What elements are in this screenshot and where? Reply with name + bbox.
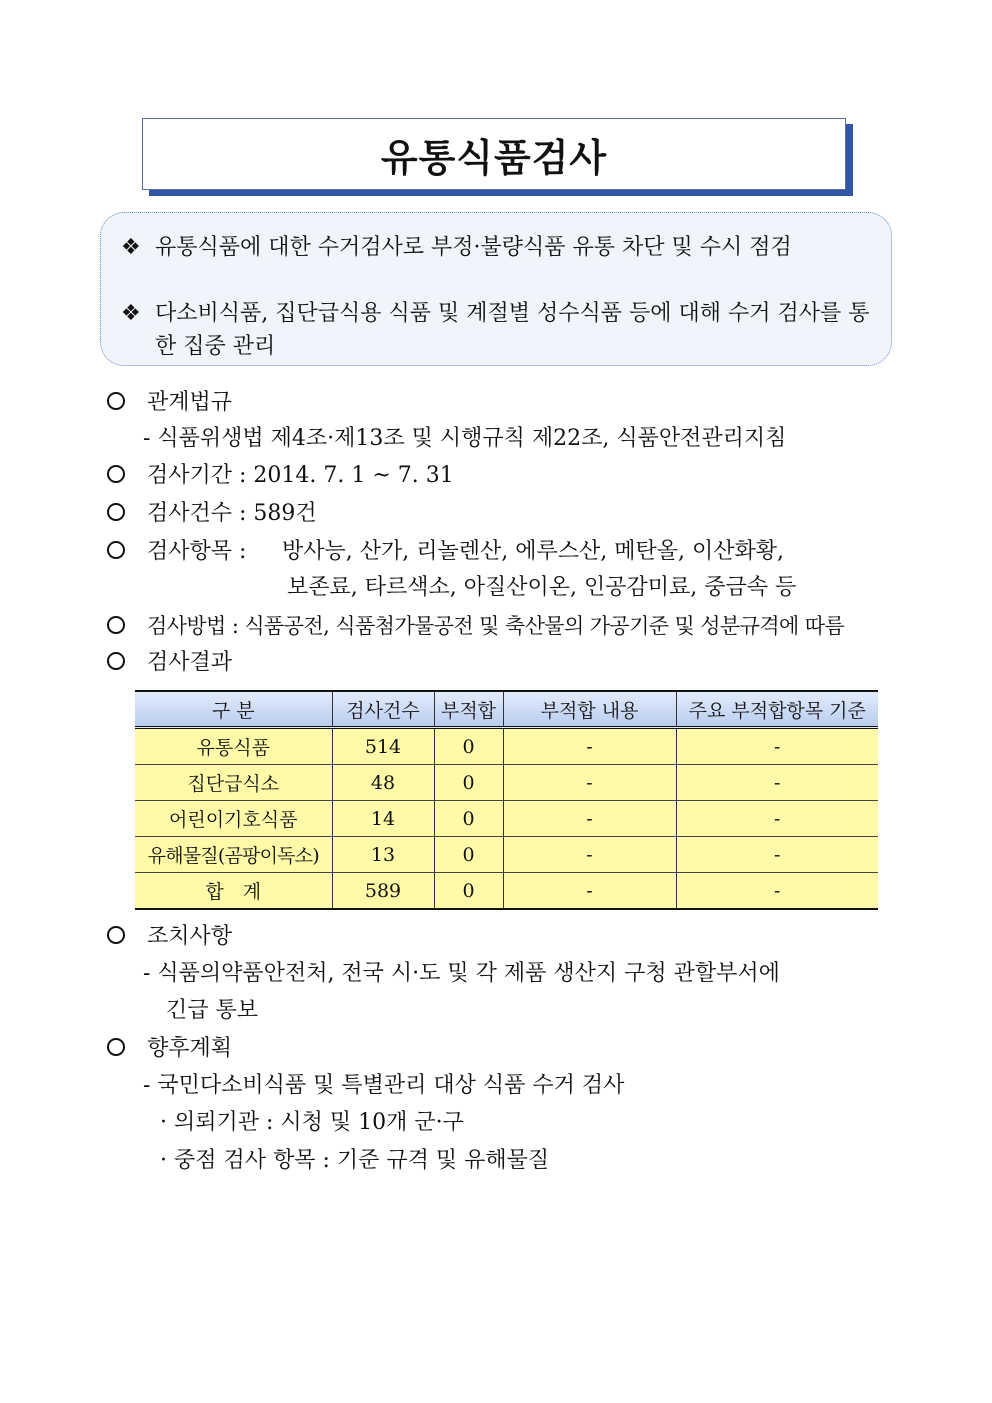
diamond-bullet-icon: ❖	[121, 301, 141, 326]
cell-nonconform: 0	[434, 728, 503, 765]
table-row	[135, 837, 878, 873]
cell-nonconform: 0	[434, 801, 503, 837]
period-text: 검사기간 : 2014. 7. 1 ~ 7. 31	[147, 463, 454, 488]
cell-count: 13	[332, 837, 434, 873]
cell-criteria: -	[676, 837, 878, 873]
section-items	[107, 537, 784, 567]
plan-line3: · 중점 검사 항목 : 기준 규격 및 유해물질	[160, 1148, 550, 1173]
cell-detail: -	[503, 873, 676, 910]
table-total-row	[135, 873, 878, 910]
cell-count: 48	[332, 765, 434, 801]
page-title: 유통식품검사	[380, 135, 608, 180]
method-text: 검사방법 : 식품공전, 식품첨가물공전 및 축산물의 가공기준 및 성분규격에 따름	[147, 614, 845, 638]
law-detail: - 식품위생법 제4조·제13조 및 시행규칙 제22조, 식품안전관리지침	[143, 426, 787, 451]
section-law	[107, 388, 232, 418]
items-line1: 방사능, 산가, 리놀렌산, 에루스산, 메탄올, 이산화황,	[282, 539, 784, 564]
cell-nonconform: 0	[434, 873, 503, 910]
section-heading: 관계법규	[147, 390, 233, 415]
title-box	[142, 118, 846, 190]
summary-box	[100, 212, 892, 366]
diamond-bullet-icon: ❖	[121, 235, 141, 260]
header-nonconform: 부적합	[434, 691, 503, 728]
section-count	[107, 499, 317, 529]
circle-bullet-icon	[107, 926, 125, 944]
action-line1: - 식품의약품안전처, 전국 시·도 및 각 제품 생산지 구청 관할부서에	[143, 961, 780, 986]
header-criteria: 주요 부적합항목 기준	[676, 691, 878, 728]
cell-criteria: -	[676, 728, 878, 765]
cell-criteria: -	[676, 765, 878, 801]
circle-bullet-icon	[107, 1038, 125, 1056]
summary-item	[121, 231, 881, 264]
cell-detail: -	[503, 765, 676, 801]
header-category: 구 분	[135, 691, 332, 728]
cell-category: 집단급식소	[135, 765, 332, 801]
circle-bullet-icon	[107, 541, 125, 559]
cell-nonconform: 0	[434, 765, 503, 801]
table-row	[135, 765, 878, 801]
section-method	[107, 611, 844, 641]
section-result	[107, 648, 232, 678]
cell-count: 514	[332, 728, 434, 765]
section-heading: 조치사항	[147, 924, 233, 949]
header-count: 검사건수	[332, 691, 434, 728]
header-detail: 부적합 내용	[503, 691, 676, 728]
circle-bullet-icon	[107, 616, 125, 634]
plan-line2: · 의뢰기관 : 시청 및 10개 군·구	[160, 1110, 464, 1135]
table-row	[135, 728, 878, 765]
circle-bullet-icon	[107, 503, 125, 521]
section-period	[107, 461, 454, 491]
cell-category: 유해물질(곰팡이독소)	[135, 837, 332, 873]
result-table	[135, 690, 878, 910]
action-line2: 긴급 통보	[166, 998, 259, 1023]
summary-item	[121, 297, 881, 363]
section-heading: 검사결과	[147, 650, 233, 675]
cell-detail: -	[503, 728, 676, 765]
plan-line1: - 국민다소비식품 및 특별관리 대상 식품 수거 검사	[143, 1073, 625, 1098]
cell-count: 14	[332, 801, 434, 837]
cell-criteria: -	[676, 873, 878, 910]
section-action	[107, 922, 232, 952]
summary-text: 다소비식품, 집단급식용 식품 및 계절별 성수식품 등에 대해 수거 검사를 통한 집중 관리	[155, 301, 870, 359]
summary-text: 유통식품에 대한 수거검사로 부정·불량식품 유통 차단 및 수시 점검	[155, 235, 792, 260]
cell-detail: -	[503, 801, 676, 837]
cell-category: 유통식품	[135, 728, 332, 765]
cell-category: 합 계	[135, 873, 332, 910]
cell-detail: -	[503, 837, 676, 873]
count-text: 검사건수 : 589건	[147, 501, 317, 526]
cell-nonconform: 0	[434, 837, 503, 873]
circle-bullet-icon	[107, 465, 125, 483]
items-label: 검사항목 :	[147, 539, 247, 564]
cell-category: 어린이기호식품	[135, 801, 332, 837]
cell-criteria: -	[676, 801, 878, 837]
circle-bullet-icon	[107, 392, 125, 410]
items-line2: 보존료, 타르색소, 아질산이온, 인공감미료, 중금속 등	[287, 575, 797, 600]
table-row	[135, 801, 878, 837]
circle-bullet-icon	[107, 652, 125, 670]
section-plan	[107, 1034, 232, 1064]
cell-count: 589	[332, 873, 434, 910]
table-header-row	[135, 691, 878, 728]
section-heading: 향후계획	[147, 1036, 233, 1061]
